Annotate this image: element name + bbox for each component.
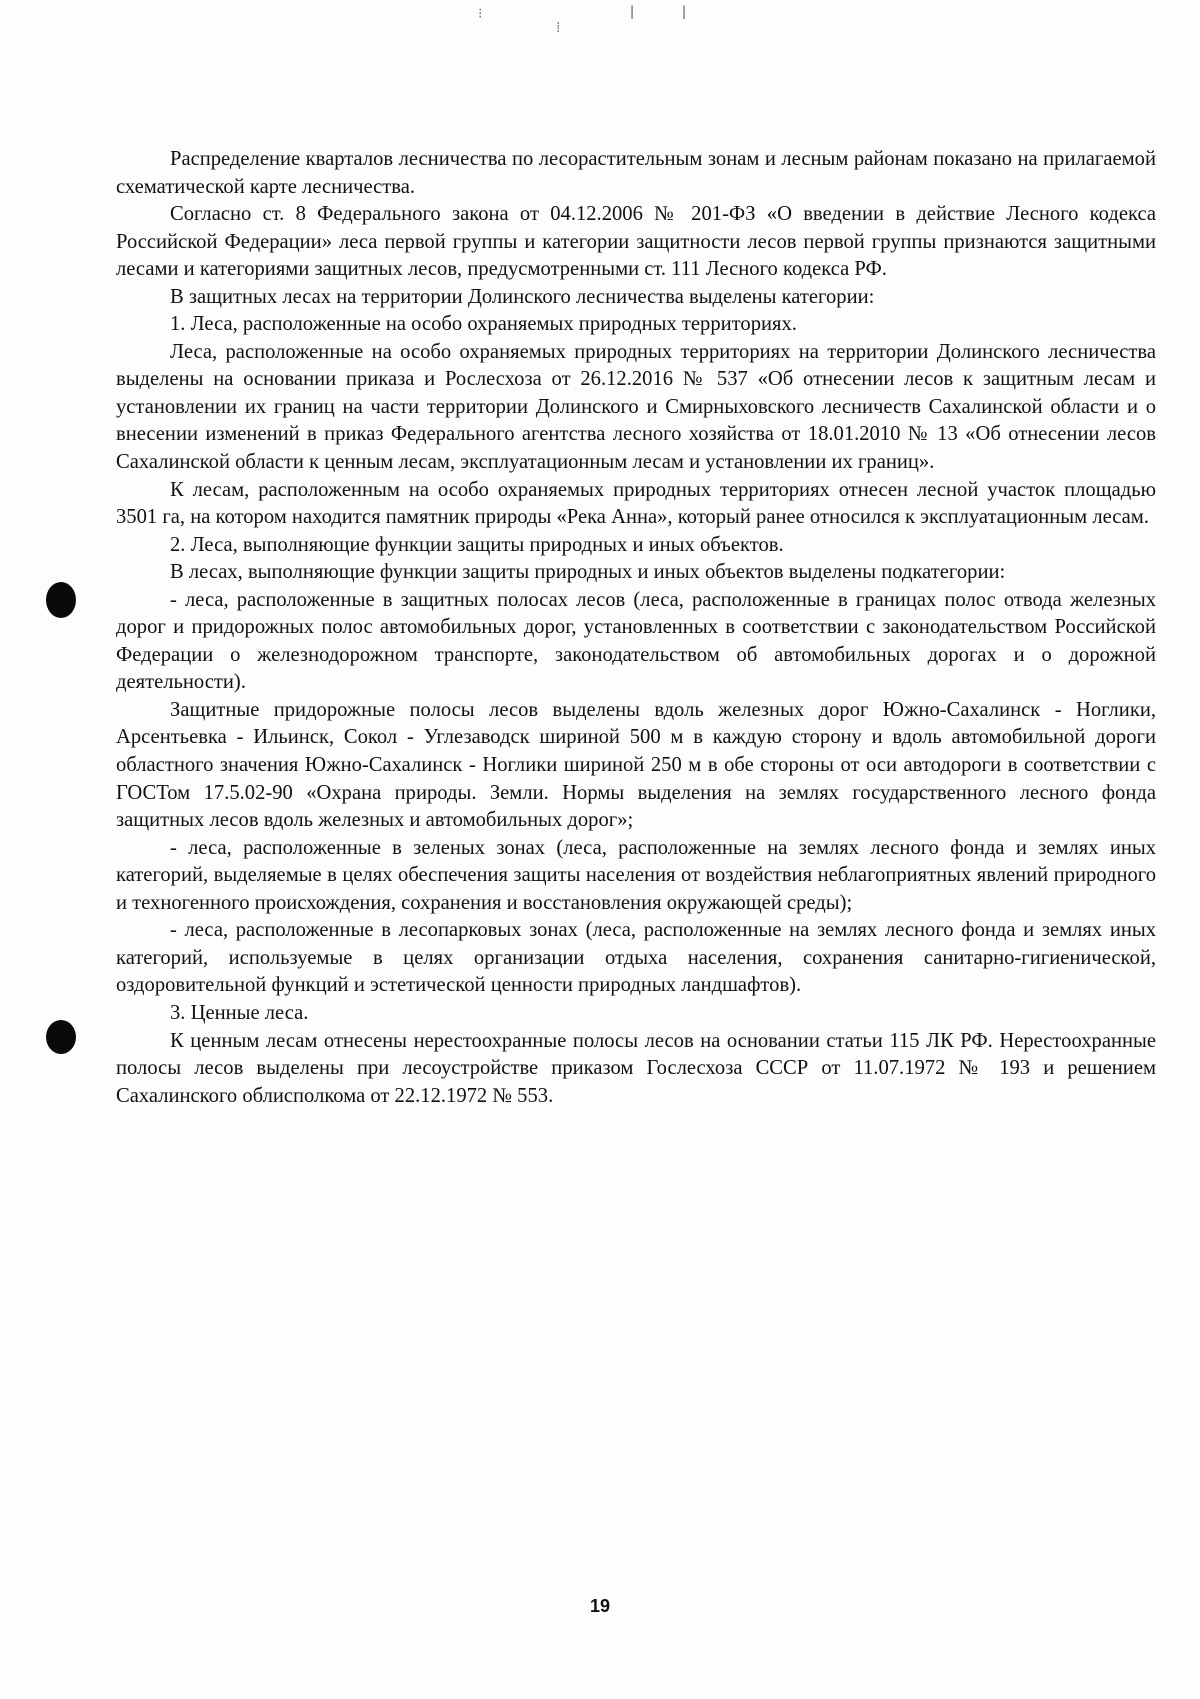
paragraph: - леса, расположенные в защитных полосах лесов (леса, расположенные в границах полос отвода железных дорог и придорожных полос автомобильных дорог, установленных в соответствии с законодательством Российской Федерации о железнодорожном транспорте, законодательством об автомобильных дорогах и о дорожной деятельности). [116, 588, 1156, 694]
paragraph: Согласно ст. 8 Федерального закона от 04.12.2006 № 201-ФЗ «О введении в действие Лесного кодекса Российской Федерации» леса первой группы и категории защитности лесов первой группы признаются защитными лесами и категориями защитных лесов, предусмотренными ст. 111 Лесного кодекса РФ. [116, 203, 1156, 281]
paragraph: Распределение кварталов лесничества по лесорастительным зонам и лесным районам показано на прилагаемой схематической карте лесничества. [116, 148, 1156, 198]
scan-artifact: ǀ [630, 4, 635, 20]
paragraph: К ценным лесам отнесены нерестоохранные полосы лесов на основании статьи 115 ЛК РФ. Нерестоохранные полосы лесов выделены при лесоустройстве приказом Гослесхоза СССР от 11.07.1972 № 193 и решением Сахалинского облисполкома от 22.12.1972 № 553. [116, 1029, 1156, 1107]
paragraph: Защитные придорожные полосы лесов выделены вдоль железных дорог Южно-Сахалинск - Ноглики, Арсентьевка - Ильинск, Сокол - Углезаводск шириной 500 м в каждую сторону и вдоль автомобильной дороги областного значения Южно-Сахалинск - Ноглики шириной 250 м в обе стороны от оси автодороги в соответствии с ГОСТом 17.5.02-90 «Охрана природы. Земли. Нормы выделения на землях государственного лесного фонда защитных лесов вдоль железных и автомобильных дорог»; [116, 698, 1156, 832]
paragraph: Леса, расположенные на особо охраняемых природных территориях на территории Долинского лесничества выделены на основании приказа и Рослесхоза от 26.12.2016 № 537 «Об отнесении лесов к защитным лесам и установлении их границ на части территории Долинского и Смирныховского лесничеств Сахалинской области и о внесении изменений в приказ Федерального агентства лесного хозяйства от 18.01.2010 № 13 «Об отнесении лесов Сахалинской области к ценным лесам, эксплуатационным лесам и установлении их границ». [116, 340, 1156, 474]
punch-hole [46, 1020, 76, 1054]
paragraph: - леса, расположенные в лесопарковых зонах (леса, расположенные на землях лесного фонда и землях иных категорий, используемые в целях организации отдыха населения, сохранения санитарно-гигиенической, оздоровительной функций и эстетической ценности природных ландшафтов). [116, 919, 1156, 997]
scan-artifact: ⁝ [478, 6, 483, 22]
page-number: 19 [589, 1596, 611, 1616]
punch-hole [46, 582, 76, 618]
paragraph: - леса, расположенные в зеленых зонах (леса, расположенные на землях лесного фонда и землях иных категорий, выделяемые в целях обеспечения защиты населения от воздействия неблагоприятных явлений природного и техногенного происхождения, сохранения и восстановления окружающей среды); [116, 836, 1156, 914]
document-body [116, 146, 1156, 1110]
scan-artifact: ⁞ [556, 20, 561, 36]
paragraph: К лесам, расположенным на особо охраняемых природных территориях отнесен лесной участок площадью 3501 га, на котором находится памятник природы «Река Анна», который ранее относился к эксплуатационным лесам. [116, 478, 1156, 529]
paragraph: 3. Ценные леса. [170, 1001, 309, 1024]
paragraph: В лесах, выполняющие функции защиты природных и иных объектов выделены подкатегории: [170, 561, 1006, 584]
paragraph: 2. Леса, выполняющие функции защиты природных и иных объектов. [170, 533, 784, 556]
scan-artifact: ǀ [682, 4, 687, 20]
paragraph: В защитных лесах на территории Долинского лесничества выделены категории: [170, 285, 875, 308]
paragraph: 1. Леса, расположенные на особо охраняемых природных территориях. [170, 313, 797, 336]
